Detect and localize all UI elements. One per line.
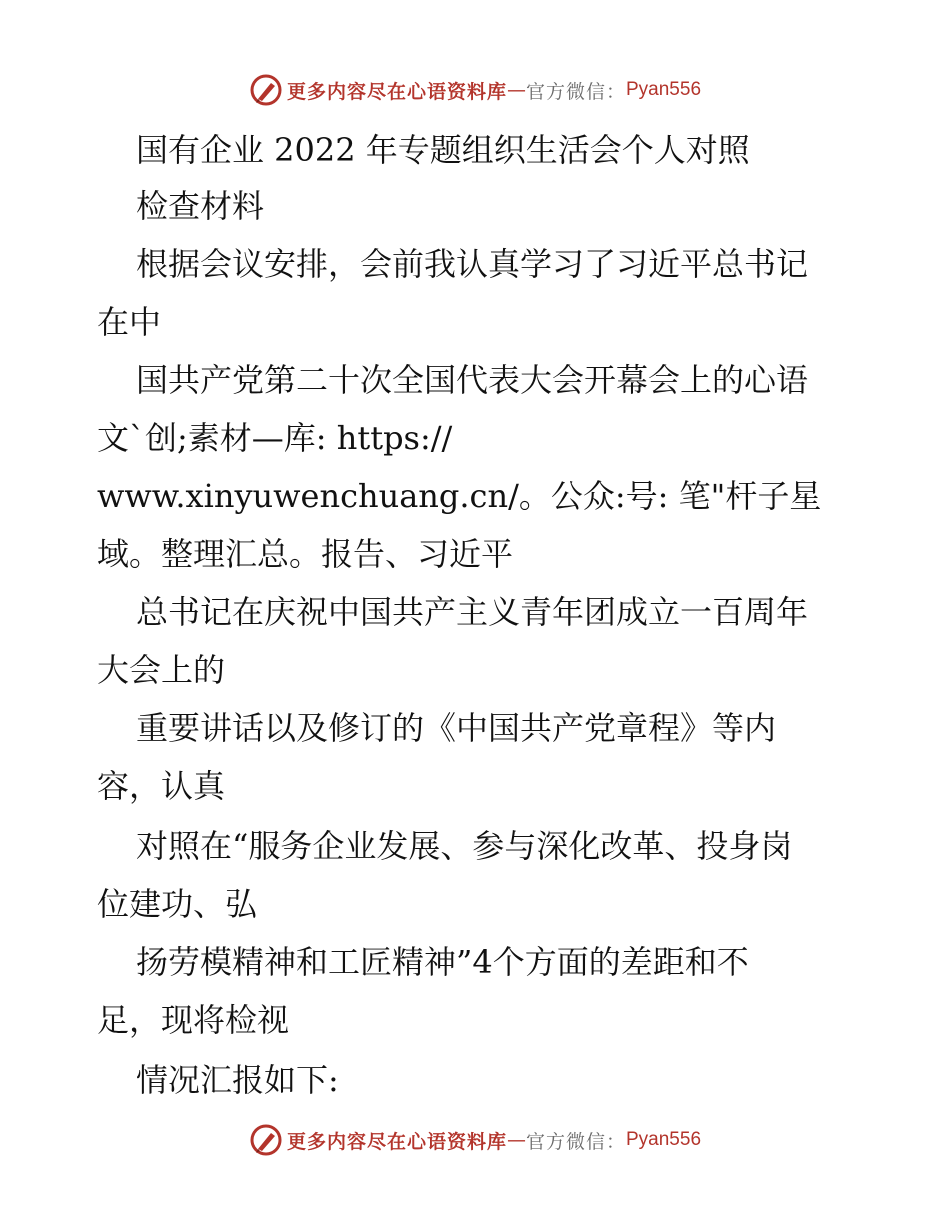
doc-text-line: 在中 [97,303,162,341]
doc-text-line: 扬劳模精神和工匠精神”4个方面的差距和不 [136,943,749,981]
doc-text-line: 域。整理汇总。报告、习近平 [97,535,514,573]
pen-logo-icon [249,73,283,107]
banner-dash: — [506,79,526,101]
header-watermark [0,70,950,110]
footer-watermark [0,1120,950,1160]
doc-title-line-2: 检查材料 [136,187,265,225]
banner-main-text: 更多内容尽在心语资料库 [286,1130,507,1153]
doc-text-line: 重要讲话以及修订的《中国共产党章程》等内 [136,709,777,747]
doc-text-line: 容，认真 [97,767,226,805]
doc-title-line-1: 国有企业 2022 年专题组织生活会个人对照 [136,131,750,169]
doc-text-line: 情况汇报如下: [136,1061,339,1099]
banner-wechat-id: Pyan556 [626,79,702,100]
doc-text-line: 对照在“服务企业发展、参与深化改革、投身岗 [136,827,793,865]
doc-text-line: 根据会议安排，会前我认真学习了习近平总书记 [136,245,809,283]
doc-text-line: 位建功、弘 [97,885,258,923]
pen-logo-icon [249,1123,283,1157]
banner-wechat-id: Pyan556 [626,1129,702,1150]
banner-wechat-label: 官方微信： [525,1130,626,1153]
banner-dash: — [506,1129,526,1151]
banner-main-text: 更多内容尽在心语资料库 [286,80,507,103]
doc-text-line: 足，现将检视 [97,1001,290,1039]
doc-text-line: 总书记在庆祝中国共产主义青年团成立一百周年 [136,593,809,631]
doc-text-line: 文`创;素材—库: https:// [97,419,453,457]
doc-text-line: www.xinyuwenchuang.cn/。公众:号: 笔"杆子星 [97,477,822,515]
doc-text-line: 大会上的 [97,651,226,689]
banner-wechat-label: 官方微信： [525,80,626,103]
doc-text-line: 国共产党第二十次全国代表大会开幕会上的心语 [136,361,809,399]
